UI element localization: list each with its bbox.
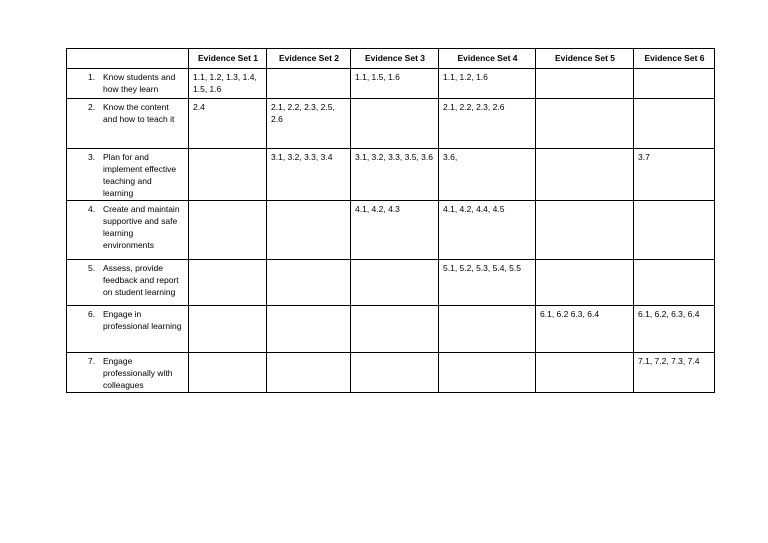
evidence-cell: 2.4 — [189, 99, 267, 149]
evidence-cell: 1.1, 1.2, 1.3, 1.4, 1.5, 1.6 — [189, 69, 267, 99]
evidence-cell — [536, 201, 634, 260]
standard-label: Know the content and how to teach it — [103, 102, 175, 124]
evidence-cell — [267, 260, 351, 306]
table-row — [67, 99, 715, 149]
standard-cell — [67, 260, 189, 306]
evidence-cell: 2.1, 2.2, 2.3, 2.6 — [439, 99, 536, 149]
evidence-cell — [267, 201, 351, 260]
evidence-cell — [536, 149, 634, 201]
standard-cell — [67, 353, 189, 393]
evidence-cell: 2.1, 2.2, 2.3, 2.5, 2.6 — [267, 99, 351, 149]
table-row — [67, 201, 715, 260]
standard-number: 3. — [88, 152, 96, 162]
header-evidence-set-2: Evidence Set 2 — [267, 49, 351, 69]
standard-label: Engage professionally with colleagues — [103, 356, 173, 390]
standard-label: Know students and how they learn — [103, 72, 176, 94]
standard-label: Engage in professional learning — [103, 309, 182, 331]
header-evidence-set-3: Evidence Set 3 — [351, 49, 439, 69]
evidence-cell — [351, 260, 439, 306]
evidence-table — [66, 48, 715, 393]
standard-cell — [67, 149, 189, 201]
standard-label: Create and maintain supportive and safe learning environments — [103, 204, 180, 250]
standard-number: 6. — [88, 309, 96, 319]
header-evidence-set-5: Evidence Set 5 — [536, 49, 634, 69]
evidence-cell: 3.1, 3.2, 3.3, 3.5, 3.6 — [351, 149, 439, 201]
evidence-cell: 4.1, 4.2, 4.4, 4.5 — [439, 201, 536, 260]
evidence-cell — [189, 201, 267, 260]
evidence-cell — [351, 306, 439, 353]
evidence-cell: 6.1, 6.2, 6.3, 6.4 — [634, 306, 715, 353]
evidence-cell — [634, 99, 715, 149]
evidence-cell — [189, 149, 267, 201]
header-evidence-set-6: Evidence Set 6 — [634, 49, 715, 69]
evidence-cell — [536, 353, 634, 393]
standard-cell — [67, 306, 189, 353]
evidence-cell: 4.1, 4.2, 4.3 — [351, 201, 439, 260]
evidence-cell: 1.1, 1.5, 1.6 — [351, 69, 439, 99]
standard-number: 7. — [88, 356, 96, 366]
standard-label: Assess, provide feedback and report on student learning — [103, 263, 179, 297]
evidence-cell — [536, 69, 634, 99]
evidence-cell — [267, 353, 351, 393]
evidence-cell — [351, 99, 439, 149]
evidence-cell — [267, 306, 351, 353]
evidence-cell — [536, 260, 634, 306]
header-row — [67, 49, 715, 69]
header-evidence-set-1: Evidence Set 1 — [189, 49, 267, 69]
evidence-cell: 3.7 — [634, 149, 715, 201]
standard-number: 4. — [88, 204, 96, 214]
evidence-cell: 6.1, 6.2 6.3, 6.4 — [536, 306, 634, 353]
evidence-cell — [189, 260, 267, 306]
table-row — [67, 353, 715, 393]
standard-label: Plan for and implement effective teaching and learning — [103, 152, 177, 198]
table-row — [67, 69, 715, 99]
evidence-cell: 7.1, 7.2, 7.3, 7.4 — [634, 353, 715, 393]
evidence-cell — [439, 306, 536, 353]
evidence-cell — [634, 260, 715, 306]
evidence-cell — [189, 306, 267, 353]
evidence-cell — [634, 69, 715, 99]
header-cell-blank — [67, 49, 189, 69]
standard-number: 1. — [88, 72, 96, 82]
standard-number: 2. — [88, 102, 96, 112]
evidence-cell — [351, 353, 439, 393]
standard-cell — [67, 69, 189, 99]
evidence-cell — [536, 99, 634, 149]
evidence-cell — [634, 201, 715, 260]
evidence-cell — [189, 353, 267, 393]
standard-cell — [67, 201, 189, 260]
evidence-cell — [267, 69, 351, 99]
standard-cell — [67, 99, 189, 149]
evidence-cell: 1.1, 1.2, 1.6 — [439, 69, 536, 99]
evidence-cell — [439, 353, 536, 393]
table-row — [67, 149, 715, 201]
standard-number: 5. — [88, 263, 96, 273]
header-evidence-set-4: Evidence Set 4 — [439, 49, 536, 69]
table-row — [67, 260, 715, 306]
evidence-cell: 5.1, 5.2, 5.3, 5.4, 5.5 — [439, 260, 536, 306]
table-row — [67, 306, 715, 353]
evidence-cell: 3.1, 3.2, 3.3, 3.4 — [267, 149, 351, 201]
evidence-cell: 3.6, — [439, 149, 536, 201]
